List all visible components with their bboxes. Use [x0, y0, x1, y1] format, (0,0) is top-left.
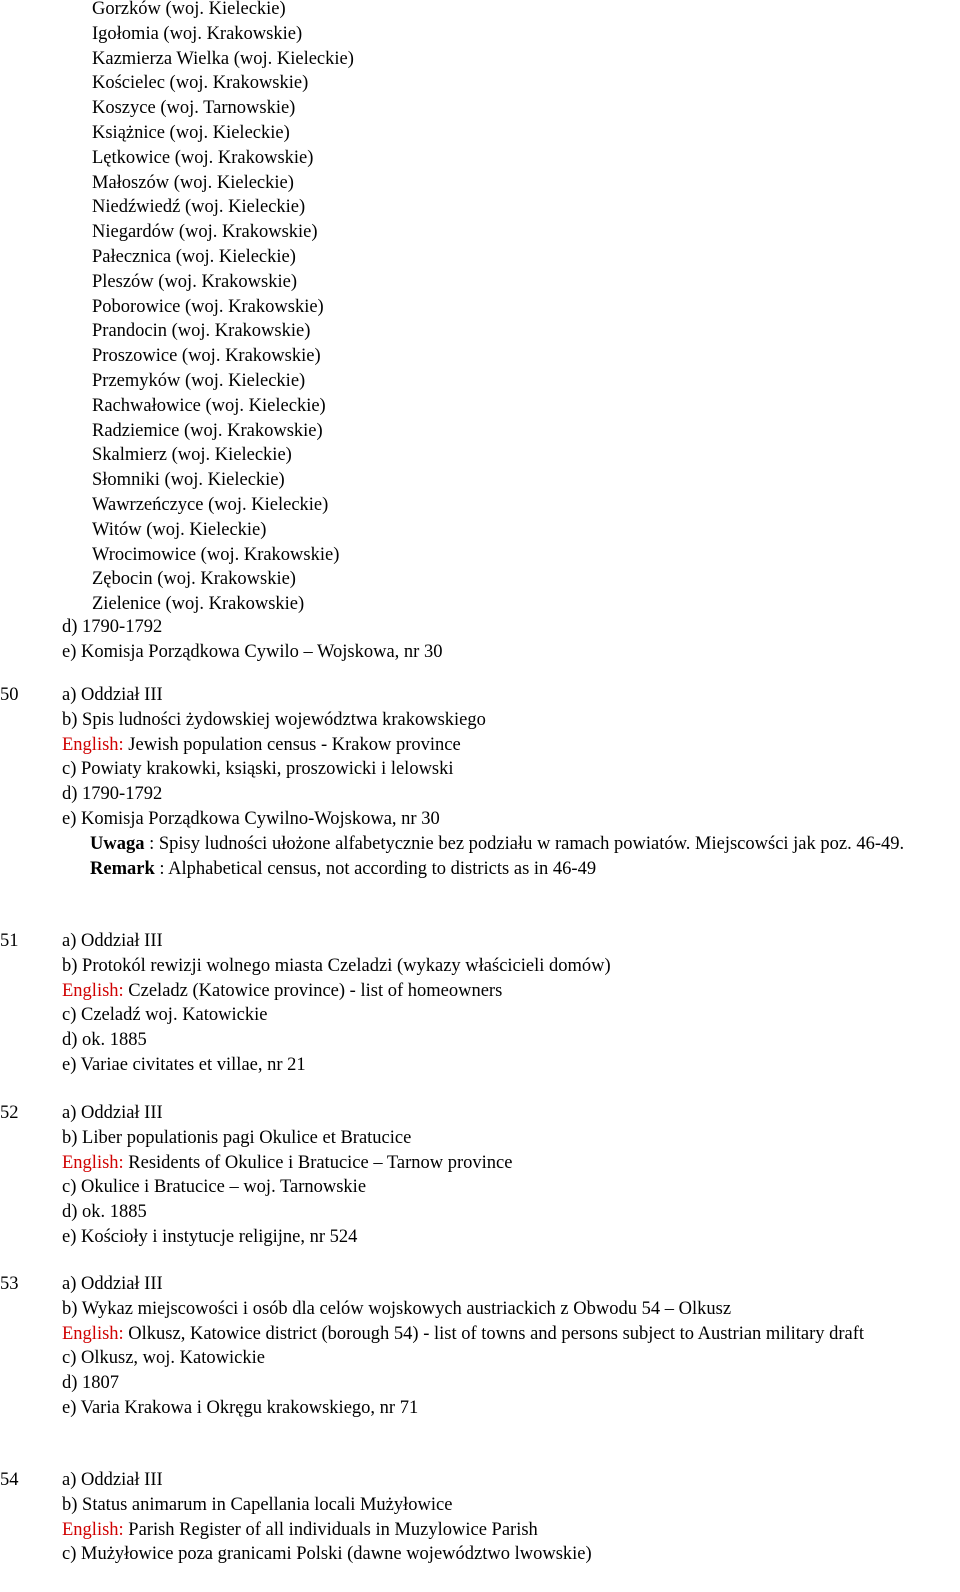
field-english	[62, 979, 948, 1004]
list-item: Skalmierz (woj. Kieleckie)	[92, 445, 292, 466]
list-item: Niegardów (woj. Krakowskie)	[92, 222, 318, 243]
list-item: Rachwałowice (woj. Kieleckie)	[92, 395, 326, 416]
entry-body	[62, 929, 948, 1078]
field-date: d) ok. 1885	[62, 1202, 147, 1223]
english-text: Czeladz (Katowice province) - list of homeowners	[123, 980, 503, 1001]
entry-number: 51	[0, 931, 19, 951]
list-item: Prandocin (woj. Krakowskie)	[92, 321, 311, 342]
field-title: b) Protokól rewizji wolnego miasta Czeladzi (wykazy właścicieli domów)	[62, 955, 611, 976]
field-place: c) Olkusz, woj. Katowickie	[62, 1348, 265, 1369]
field-department: a) Oddział III	[62, 931, 163, 951]
field-collection: e) Komisja Porządkowa Cywilo – Wojskowa, nr 30	[62, 641, 443, 662]
list-item: Niedźwiedź (woj. Kieleckie)	[92, 197, 306, 218]
remark-note	[90, 857, 948, 882]
list-item: Gorzków (woj. Kieleckie)	[92, 0, 286, 19]
field-date: d) 1807	[62, 1373, 120, 1394]
remark-label: Remark	[90, 858, 155, 879]
entry-number: 50	[0, 685, 19, 705]
english-label: English:	[62, 734, 124, 755]
list-item: Pałecznica (woj. Kieleckie)	[92, 246, 296, 267]
english-label: English:	[62, 1323, 124, 1344]
english-label: English:	[62, 980, 124, 1001]
list-item: Witów (woj. Kieleckie)	[92, 519, 267, 540]
list-item: Przemyków (woj. Kieleckie)	[92, 370, 306, 391]
uwaga-label: Uwaga	[90, 833, 145, 854]
field-place: c) Mużyłowice poza granicami Polski (dawne województwo lwowskie)	[62, 1544, 592, 1565]
previous-entry-tail	[62, 615, 442, 665]
field-title: b) Spis ludności żydowskiej województwa krakowskiego	[62, 709, 486, 730]
field-place: c) Czeladź woj. Katowickie	[62, 1005, 268, 1026]
list-item: Kościelec (woj. Krakowskie)	[92, 73, 309, 94]
field-english	[62, 1518, 948, 1543]
field-date: d) 1790-1792	[62, 784, 163, 805]
english-label: English:	[62, 1519, 124, 1540]
list-item: Igołomia (woj. Krakowskie)	[92, 23, 303, 44]
field-english	[62, 733, 948, 758]
uwaga-text: : Spisy ludności ułożone alfabetycznie bez podziału w ramach powiatów. Miejscowści jak poz. 46-49.	[144, 833, 905, 854]
entry-body	[62, 1101, 948, 1250]
list-item: Książnice (woj. Kieleckie)	[92, 122, 290, 143]
list-item: Wawrzeńczyce (woj. Kieleckie)	[92, 494, 329, 515]
field-department: a) Oddział III	[62, 1103, 163, 1123]
field-english	[62, 1151, 948, 1176]
field-title: b) Wykaz miejscowości i osób dla celów wojskowych austriackich z Obwodu 54 – Olkusz	[62, 1298, 732, 1319]
list-item: Małoszów (woj. Kieleckie)	[92, 172, 294, 193]
list-item: Słomniki (woj. Kieleckie)	[92, 470, 285, 491]
english-label: English:	[62, 1152, 124, 1173]
list-item: Koszyce (woj. Tarnowskie)	[92, 98, 296, 119]
remark-text: : Alphabetical census, not according to districts as in 46-49	[154, 858, 597, 879]
list-item: Lętkowice (woj. Krakowskie)	[92, 147, 314, 168]
list-item: Pleszów (woj. Krakowskie)	[92, 271, 297, 292]
field-department: a) Oddział III	[62, 1470, 163, 1490]
english-text: Parish Register of all individuals in Muzylowice Parish	[123, 1519, 538, 1540]
entry-body	[62, 1468, 948, 1567]
field-title: b) Status animarum in Capellania locali Mużyłowice	[62, 1494, 453, 1515]
list-item: Poborowice (woj. Krakowskie)	[92, 296, 324, 317]
list-item: Kazmierza Wielka (woj. Kieleckie)	[92, 48, 354, 69]
field-collection: e) Varia Krakowa i Okręgu krakowskiego, nr 71	[62, 1397, 419, 1418]
list-item: Radziemice (woj. Krakowskie)	[92, 420, 323, 441]
list-item: Zębocin (woj. Krakowskie)	[92, 569, 296, 590]
english-text: Residents of Okulice i Bratucice – Tarnow province	[123, 1152, 513, 1173]
field-date: d) 1790-1792	[62, 617, 163, 637]
field-date: d) ok. 1885	[62, 1030, 147, 1051]
english-text: Olkusz, Katowice district (borough 54) - list of towns and persons subject to Austrian military draft	[123, 1323, 865, 1344]
field-english	[62, 1322, 948, 1347]
field-department: a) Oddział III	[62, 1274, 163, 1294]
entry-body	[62, 1272, 948, 1421]
english-text: Jewish population census - Krakow province	[123, 734, 461, 755]
field-title: b) Liber populationis pagi Okulice et Bratucice	[62, 1127, 412, 1148]
field-place: c) Powiaty krakowki, ksiąski, proszowicki i lelowski	[62, 759, 454, 780]
field-place: c) Okulice i Bratucice – woj. Tarnowskie	[62, 1177, 367, 1198]
town-list	[92, 0, 354, 617]
field-collection: e) Kościoły i instytucje religijne, nr 524	[62, 1226, 358, 1247]
entry-number: 53	[0, 1274, 19, 1294]
list-item: Proszowice (woj. Krakowskie)	[92, 346, 321, 367]
field-collection: e) Komisja Porządkowa Cywilno-Wojskowa, nr 30	[62, 808, 440, 829]
list-item: Wrocimowice (woj. Krakowskie)	[92, 544, 340, 565]
entry-body	[62, 683, 948, 881]
entry-number: 52	[0, 1103, 19, 1123]
list-item: Zielenice (woj. Krakowskie)	[92, 594, 305, 615]
entry-number: 54	[0, 1470, 19, 1490]
field-department: a) Oddział III	[62, 685, 163, 705]
field-collection: e) Variae civitates et villae, nr 21	[62, 1054, 306, 1075]
uwaga-note	[90, 832, 948, 857]
